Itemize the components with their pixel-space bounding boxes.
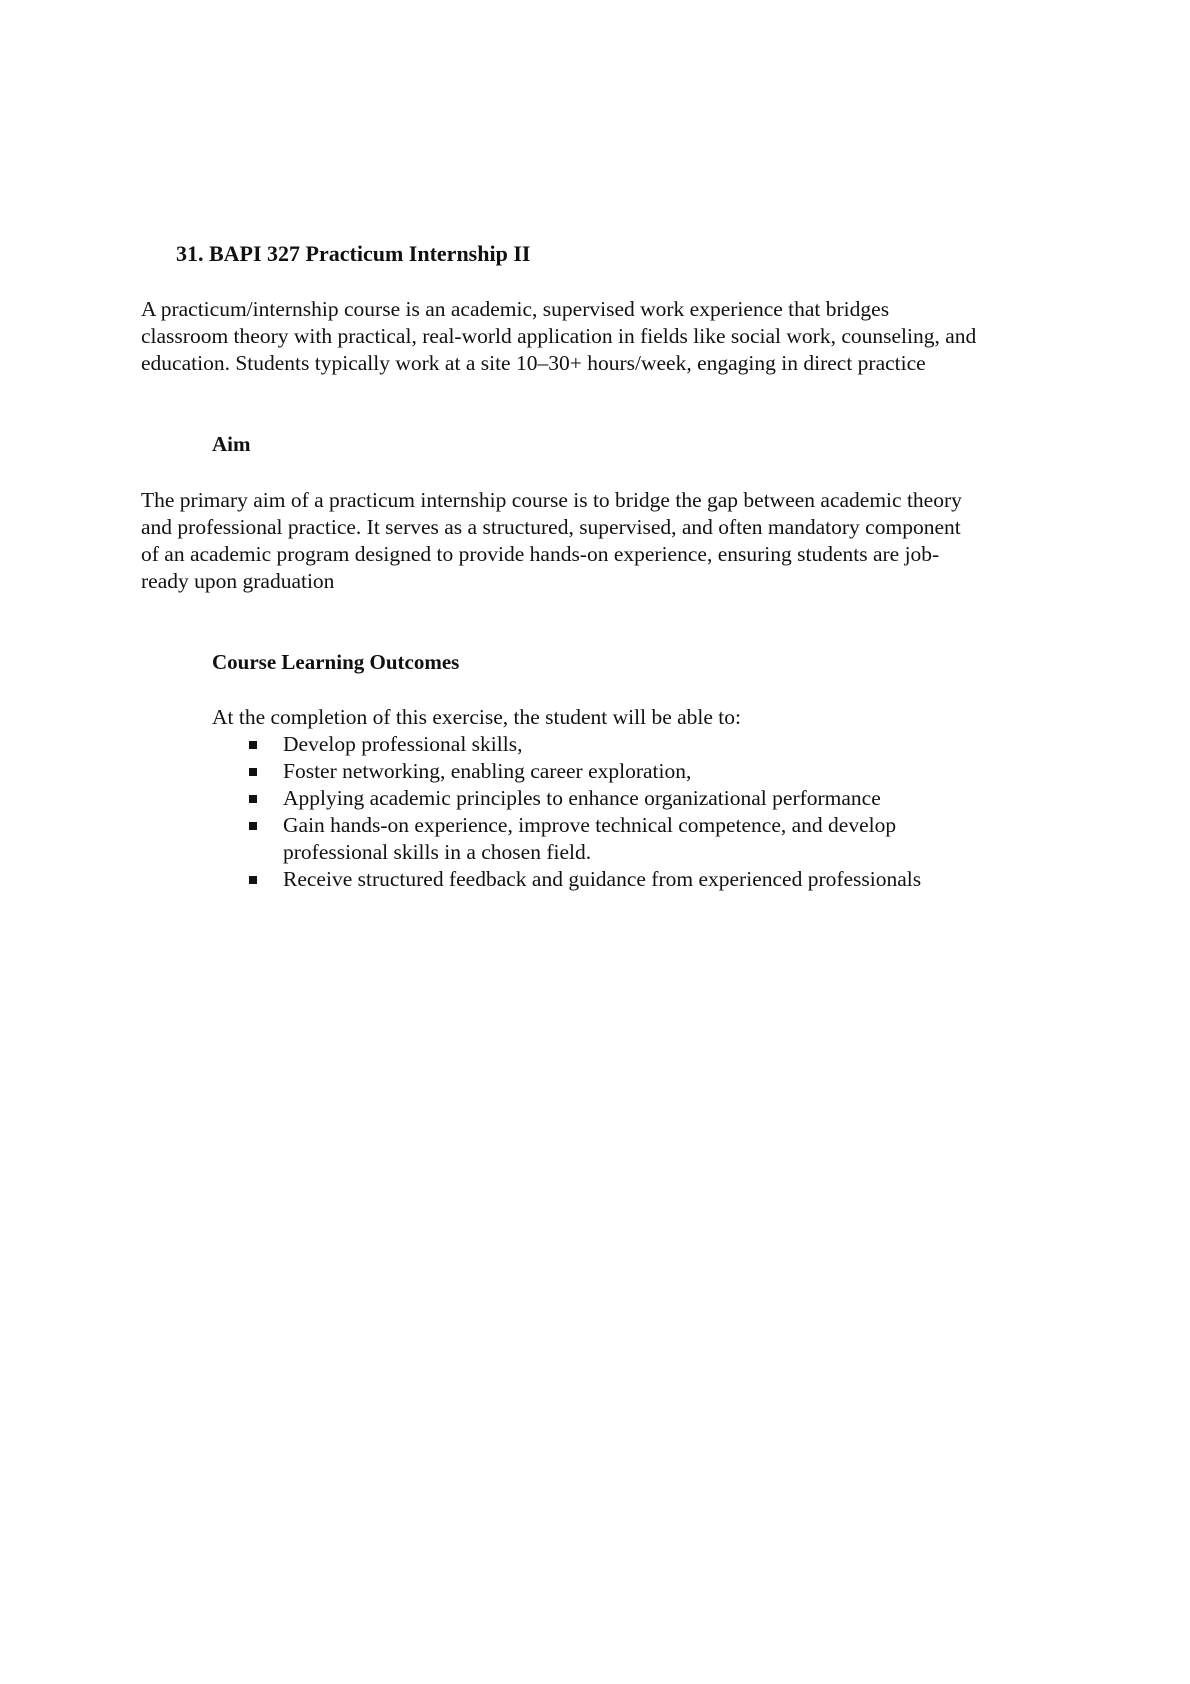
outcome-text: professional skills in a chosen field. [283,840,592,864]
intro-line: A practicum/internship course is an academic, supervised work experience that bridges [141,297,890,321]
aim-line: The primary aim of a practicum internship course is to bridge the gap between academic theory [141,488,962,512]
outcomes-intro: At the completion of this exercise, the student will be able to: [212,705,742,729]
outcome-text: Applying academic principles to enhance organizational performance [283,786,881,810]
outcome-item [0,785,1190,812]
outcome-item [0,812,1190,866]
square-bullet-icon [249,741,257,749]
intro-line: classroom theory with practical, real-world application in fields like social work, counseling, and [141,324,977,348]
outcome-text: Foster networking, enabling career exploration, [283,759,692,783]
outcome-text: Develop professional skills, [283,732,523,756]
outcome-item [0,758,1190,785]
aim-line: ready upon graduation [141,569,335,593]
outcome-text: Gain hands-on experience, improve technical competence, and develop [283,813,897,837]
outcome-item [0,731,1190,758]
outcomes-heading: Course Learning Outcomes [212,650,460,674]
intro-line: education. Students typically work at a site 10–30+ hours/week, engaging in direct practice [141,351,926,375]
course-title: 31. BAPI 327 Practicum Internship II [176,241,531,266]
outcome-item [0,866,1190,893]
square-bullet-icon [249,768,257,776]
outcomes-list [0,731,1190,893]
square-bullet-icon [249,822,257,830]
square-bullet-icon [249,876,257,884]
aim-heading: Aim [212,432,251,456]
aim-paragraph [141,487,1061,595]
square-bullet-icon [249,795,257,803]
aim-line: and professional practice. It serves as a structured, supervised, and often mandatory component [141,515,961,539]
outcome-text: Receive structured feedback and guidance from experienced professionals [283,867,922,891]
intro-paragraph [141,296,1061,377]
aim-line: of an academic program designed to provide hands-on experience, ensuring students are job- [141,542,940,566]
